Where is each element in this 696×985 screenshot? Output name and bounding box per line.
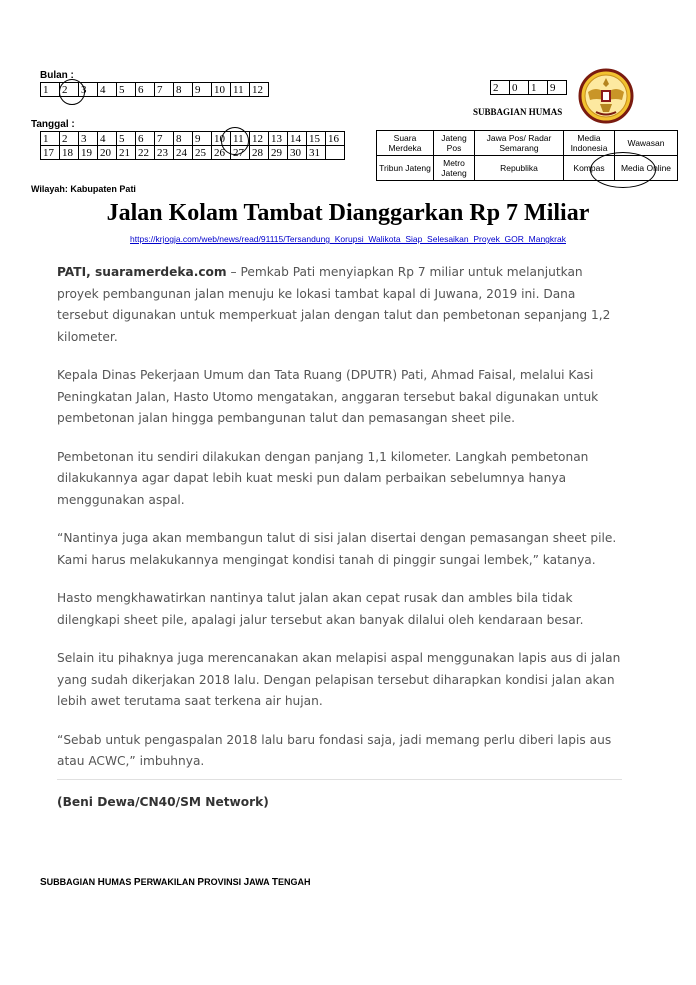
article-title: Jalan Kolam Tambat Dianggarkan Rp 7 Miliar [106,200,590,226]
grid-cell: 29 [269,146,288,160]
paragraph-5: Hasto mengkhawatirkan nantinya talut jalan akan cepat rusak dan ambles bila tidak dilengkapi sheet pile, apalagi jalur tersebut akan banyak dilalui oleh kendaraan besar. [57,591,584,627]
grid-cell: 5 [117,83,136,97]
grid-cell: 3 [79,83,98,97]
grid-cell: 1 [41,83,60,97]
grid-cell: 25 [193,146,212,160]
paragraph-6: Selain itu pihaknya juga merencanakan akan melapisi aspal menggunakan lapis aus di jalan yang sudah dikerjakan 2018 lalu. Dengan pelapisan tersebut diharapkan kondisi jalan akan lebih awet terutama saat terkena air hujan. [57,651,621,708]
grid-cell: 19 [79,146,98,160]
grid-cell: 5 [117,132,136,146]
paragraph-4: “Nantinya juga akan membangun talut di sisi jalan disertai dengan pemasangan sheet pile. Kami harus melakukannya mengingat kondisi tanah di pinggir sungai lembek,” katanya. [57,531,617,567]
grid-cell: 20 [98,146,117,160]
article-body [57,262,627,830]
source-link[interactable]: https://krjogja.com/web/news/read/91115/Tersandung_Korupsi_Walikota_Siap_Selesaikan_Proyek_GOR_Mangkrak [130,234,566,244]
media-online: Media Online [615,156,678,181]
media-republika: Republika [475,156,564,181]
grid-cell: 13 [269,132,288,146]
grid-cell: 14 [288,132,307,146]
media-metro-jateng: Metro Jateng [434,156,475,181]
garuda-emblem-icon [578,68,634,124]
wilayah-label: Wilayah: Kabupaten Pati [31,184,136,194]
grid-cell: 2 [60,83,79,97]
tanggal-label: Tanggal : [31,119,75,130]
grid-cell: 24 [174,146,193,160]
grid-cell: 11 [231,132,250,146]
grid-cell [326,146,345,160]
media-jawa-pos: Jawa Pos/ Radar Semarang [475,131,564,156]
grid-cell: 0 [510,81,529,95]
day-grid [40,131,345,160]
grid-cell: 6 [136,83,155,97]
grid-cell: 6 [136,132,155,146]
grid-cell: 16 [326,132,345,146]
paragraph-3: Pembetonan itu sendiri dilakukan dengan panjang 1,1 kilometer. Langkah pembetonan dilakukannya agar dapat lebih kuat meski pun dalam perbaikan sebelumnya hanya menggunakan aspal. [57,449,589,507]
paragraph-7: “Sebab untuk pengaspalan 2018 lalu baru fondasi saja, jadi memang perlu diberi lapis aus atau ACWC,” imbuhnya. [57,732,612,768]
media-tribun-jateng: Tribun Jateng [377,156,434,181]
grid-cell: 30 [288,146,307,160]
grid-cell: 1 [41,132,60,146]
grid-cell: 10 [212,132,231,146]
grid-cell: 11 [231,83,250,97]
grid-cell: 9 [193,83,212,97]
grid-cell: 10 [212,83,231,97]
grid-cell: 22 [136,146,155,160]
grid-cell: 17 [41,146,60,160]
grid-cell: 1 [529,81,548,95]
grid-cell: 3 [79,132,98,146]
paragraph-2: Kepala Dinas Pekerjaan Umum dan Tata Ruang (DPUTR) Pati, Ahmad Faisal, melalui Kasi Peningkatan Jalan, Hasto Utomo mengatakan, anggaran tersebut bakal digunakan untuk pembetonan jalan hingga pembangunan talut dan pemasangan sheet pile. [57,368,599,425]
grid-cell: 28 [250,146,269,160]
grid-cell: 31 [307,146,326,160]
article-divider [57,779,622,780]
year-box [490,80,567,95]
grid-cell: 4 [98,83,117,97]
grid-cell: 23 [155,146,174,160]
grid-cell: 7 [155,83,174,97]
grid-cell: 2 [491,81,510,95]
grid-cell: 2 [60,132,79,146]
media-media-indonesia: Media Indonesia [564,131,615,156]
media-wawasan: Wawasan [615,131,678,156]
media-jateng-pos: Jateng Pos [434,131,475,156]
grid-cell: 26 [212,146,231,160]
grid-cell: 8 [174,132,193,146]
grid-cell: 7 [155,132,174,146]
grid-cell: 18 [60,146,79,160]
grid-cell: 15 [307,132,326,146]
media-kompas: Kompas [564,156,615,181]
media-table [376,130,678,181]
article-credit: (Beni Dewa/CN40/SM Network) [57,794,269,809]
month-grid [40,82,269,97]
footer-agency: SUBBAGIAN HUMAS PERWAKILAN PROVINSI JAWA TENGAH [40,877,311,888]
grid-cell: 9 [548,81,567,95]
grid-cell: 27 [231,146,250,160]
grid-cell: 21 [117,146,136,160]
grid-cell: 12 [250,83,269,97]
grid-cell: 4 [98,132,117,146]
dateline: PATI, suaramerdeka.com [57,265,227,279]
paragraph-1: PATI, suaramerdeka.com – Pemkab Pati menyiapkan Rp 7 miliar untuk melanjutkan proyek pembangunan jalan menuju ke lokasi tambat kapal di Juwana, 2019 ini. Dana tersebut digunakan untuk memperkuat jalan dengan talut dan pembetonan sepanjang 1,2 kilometer. [57,265,611,344]
media-suara-merdeka: Suara Merdeka [377,131,434,156]
grid-cell: 9 [193,132,212,146]
grid-cell: 12 [250,132,269,146]
bulan-label: Bulan : [40,70,74,81]
agency-name: SUBBAGIAN HUMAS [473,107,563,117]
grid-cell: 8 [174,83,193,97]
